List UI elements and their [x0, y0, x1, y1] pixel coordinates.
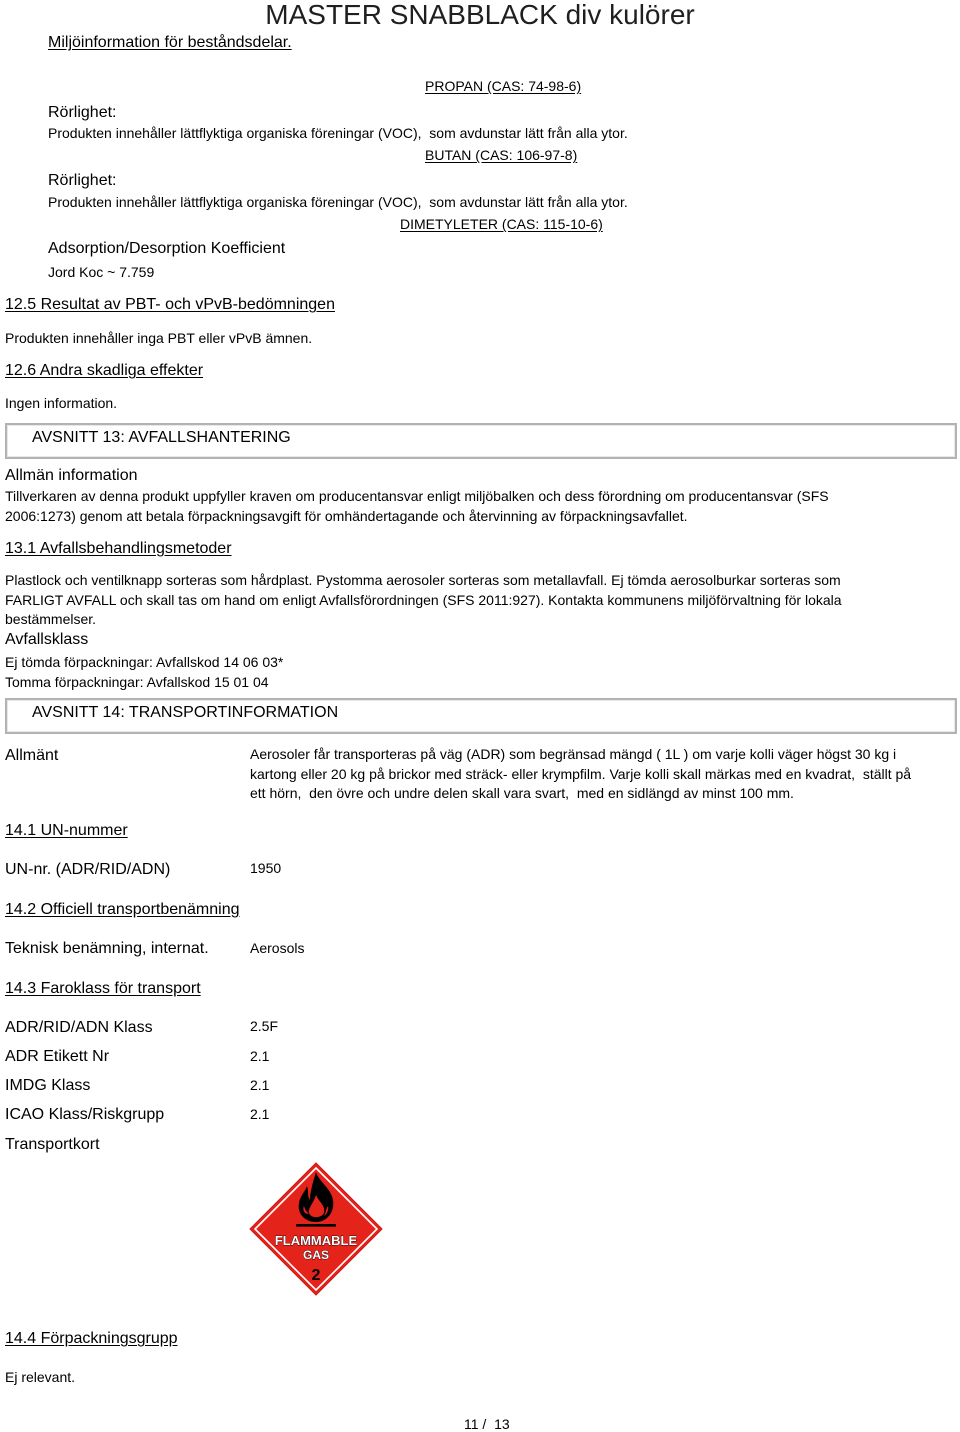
hazard-class-label: ADR Etikett Nr — [5, 1048, 110, 1065]
mobility-text: Produkten innehåller lättflyktiga organiska föreningar (VOC), som avdunstar lätt från alla ytor. — [48, 194, 628, 210]
hazard-class-number: 2 — [311, 1267, 321, 1284]
un-number-label: UN-nr. (ADR/RID/ADN) — [5, 861, 171, 878]
waste-code: Tomma förpackningar: Avfallskod 15 01 04 — [5, 674, 269, 690]
hazard-class-label: IMDG Klass — [5, 1077, 91, 1094]
transport-general-text: Aerosoler får transporteras på väg (ADR) som begränsad mängd ( 1L ) om varje kolli väger högst 30 kg i kartong eller 20 kg på brickor med sträck- eller krympfilm. Varje kolli skall märkas med en kvadrat, ställt på ett hörn, den övre och undre delen skall vara svart, med en sidlängd av minst 100 mm. — [250, 746, 915, 801]
hazard-label-text-flammable: FLAMMABLE — [274, 1233, 358, 1248]
component-name-propan: PROPAN (CAS: 74-98-6) — [425, 78, 582, 94]
hazard-class-value: 2.1 — [250, 1106, 270, 1122]
other-effects-heading: 12.6 Andra skadliga effekter — [5, 362, 204, 379]
transport-general-label: Allmänt — [5, 747, 59, 764]
shipping-name-label: Teknisk benämning, internat. — [5, 940, 209, 957]
packing-group-heading: 14.4 Förpackningsgrupp — [5, 1330, 178, 1347]
transport-card-label: Transportkort — [5, 1136, 100, 1153]
document-title: MASTER SNABBLACK div kulörer — [265, 0, 695, 30]
adsorption-value: Jord Koc ~ 7.759 — [48, 264, 155, 280]
section-13-header — [5, 423, 957, 459]
hazard-class-heading: 14.3 Faroklass för transport — [5, 980, 201, 997]
ecology-heading: Miljöinformation för beståndsdelar. — [48, 34, 292, 51]
mobility-text: Produkten innehåller lättflyktiga organiska föreningar (VOC), som avdunstar lätt från alla ytor. — [48, 125, 628, 141]
general-info-heading: Allmän information — [5, 467, 138, 484]
general-info-text: Tillverkaren av denna produkt uppfyller kraven om producentansvar enligt miljöbalken och dess förordning om producentansvar (SFS 2006:1273) genom att betala förpackningsavgift för omhändertagande och återvinning av förpackningsavfallet. — [5, 488, 833, 524]
mobility-label: Rörlighet: — [48, 104, 117, 121]
section-13-title: AVSNITT 13: AVFALLSHANTERING — [32, 429, 291, 446]
page-number: 11 / 13 — [464, 1416, 510, 1432]
shipping-name-heading: 14.2 Officiell transportbenämning — [5, 901, 240, 918]
shipping-name-value: Aerosols — [250, 940, 305, 956]
pbt-heading: 12.5 Resultat av PBT- och vPvB-bedömningen — [5, 296, 335, 313]
section-14-header — [5, 698, 957, 734]
un-number-value: 1950 — [250, 860, 282, 876]
waste-class-heading: Avfallsklass — [5, 631, 89, 648]
component-name-butan: BUTAN (CAS: 106-97-8) — [425, 147, 578, 163]
other-effects-text: Ingen information. — [5, 395, 118, 411]
hazard-class-value: 2.1 — [250, 1077, 270, 1093]
hazard-class-value: 2.5F — [250, 1018, 279, 1034]
un-number-heading: 14.1 UN-nummer — [5, 822, 128, 839]
hazard-class-label: ADR/RID/ADN Klass — [5, 1019, 153, 1036]
packing-group-text: Ej relevant. — [5, 1369, 76, 1385]
mobility-label: Rörlighet: — [48, 172, 117, 189]
pbt-text: Produkten innehåller inga PBT eller vPvB ämnen. — [5, 330, 313, 346]
hazard-label-text-gas: GAS — [302, 1248, 330, 1262]
hazard-class-label: ICAO Klass/Riskgrupp — [5, 1106, 165, 1123]
hazard-label-flammable-gas — [249, 1162, 383, 1296]
section-14-title: AVSNITT 14: TRANSPORTINFORMATION — [32, 704, 339, 721]
disposal-methods-heading: 13.1 Avfallsbehandlingsmetoder — [5, 540, 232, 557]
component-name-dimetyleter: DIMETYLETER (CAS: 115-10-6) — [400, 216, 603, 232]
disposal-methods-text: Plastlock och ventilknapp sorteras som hårdplast. Pystomma aerosoler sorteras som metallavfall. Ej tömda aerosolburkar sorteras som FARLIGT AVFALL och skall tas om hand om enligt Avfallsförordningen (SFS 2011:927). Kontakta kommunens miljöförvaltning för lokala bestämmelser. — [5, 572, 846, 627]
adsorption-label: Adsorption/Desorption Koefficient — [48, 240, 286, 257]
hazard-class-value: 2.1 — [250, 1048, 270, 1064]
waste-code: Ej tömda förpackningar: Avfallskod 14 06 03* — [5, 654, 284, 670]
